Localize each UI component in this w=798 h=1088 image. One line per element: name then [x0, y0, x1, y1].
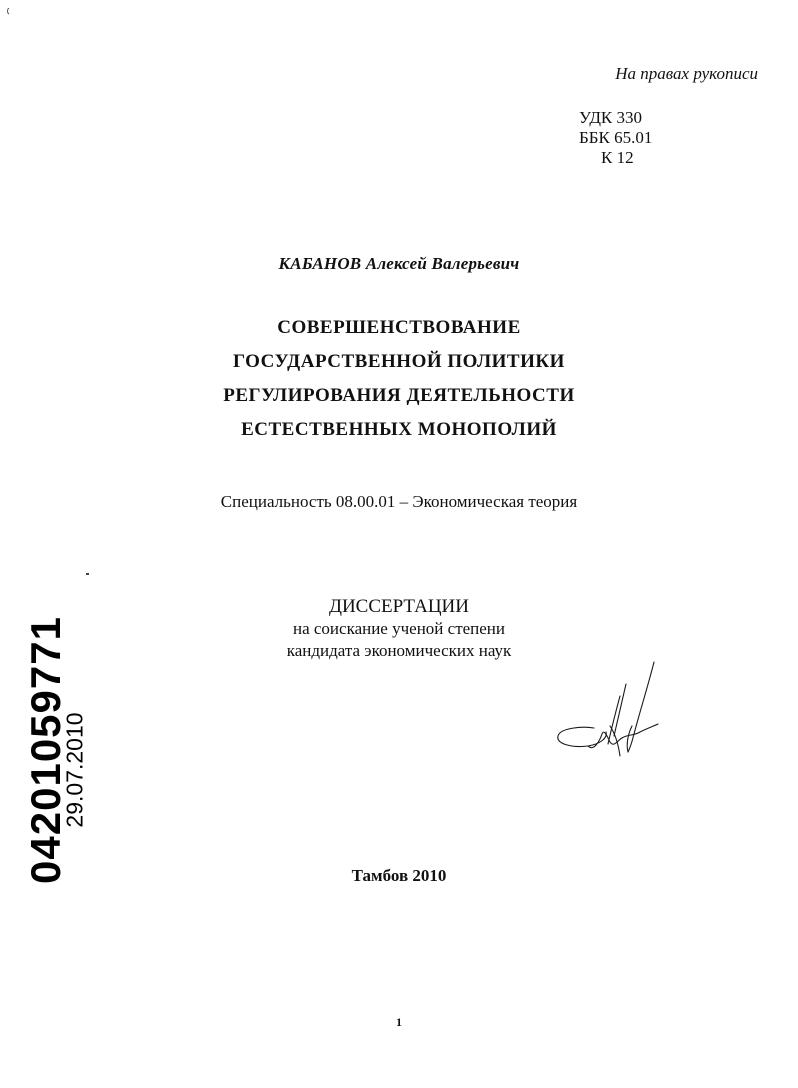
- specialty: Специальность 08.00.01 – Экономическая теория: [220, 492, 578, 511]
- scan-speck: [86, 573, 89, 575]
- degree-statement: [0, 596, 798, 662]
- udk-code: УДК 330: [579, 108, 643, 127]
- classification-codes: [579, 108, 652, 168]
- scan-mark: [6, 8, 11, 15]
- place-year: Тамбов 2010: [351, 866, 447, 885]
- title-line: РЕГУЛИРОВАНИЯ ДЕЯТЕЛЬНОСТИ: [223, 385, 575, 406]
- archive-date-stamp: 29.07.2010: [61, 712, 88, 828]
- degree-heading: ДИССЕРТАЦИИ: [329, 596, 469, 617]
- signature-icon: [548, 656, 668, 766]
- title-line: СОВЕРШЕНСТВОВАНИЕ: [277, 317, 521, 338]
- title-line: ЕСТЕСТВЕННЫХ МОНОПОЛИЙ: [241, 419, 557, 440]
- page-number: 1: [396, 1015, 402, 1029]
- title-line: ГОСУДАРСТВЕННОЙ ПОЛИТИКИ: [233, 351, 565, 372]
- degree-line: кандидата экономических наук: [286, 641, 512, 660]
- rights-notice: На правах рукописи: [615, 64, 758, 83]
- degree-line: на соискание ученой степени: [292, 619, 506, 638]
- author-mark: К 12: [601, 148, 634, 167]
- archive-number-stamp: 04201059771: [22, 616, 69, 884]
- author-name: КАБАНОВ Алексей Валерьевич: [278, 254, 520, 273]
- dissertation-title: [0, 311, 798, 447]
- bbk-code: ББК 65.01: [579, 128, 653, 147]
